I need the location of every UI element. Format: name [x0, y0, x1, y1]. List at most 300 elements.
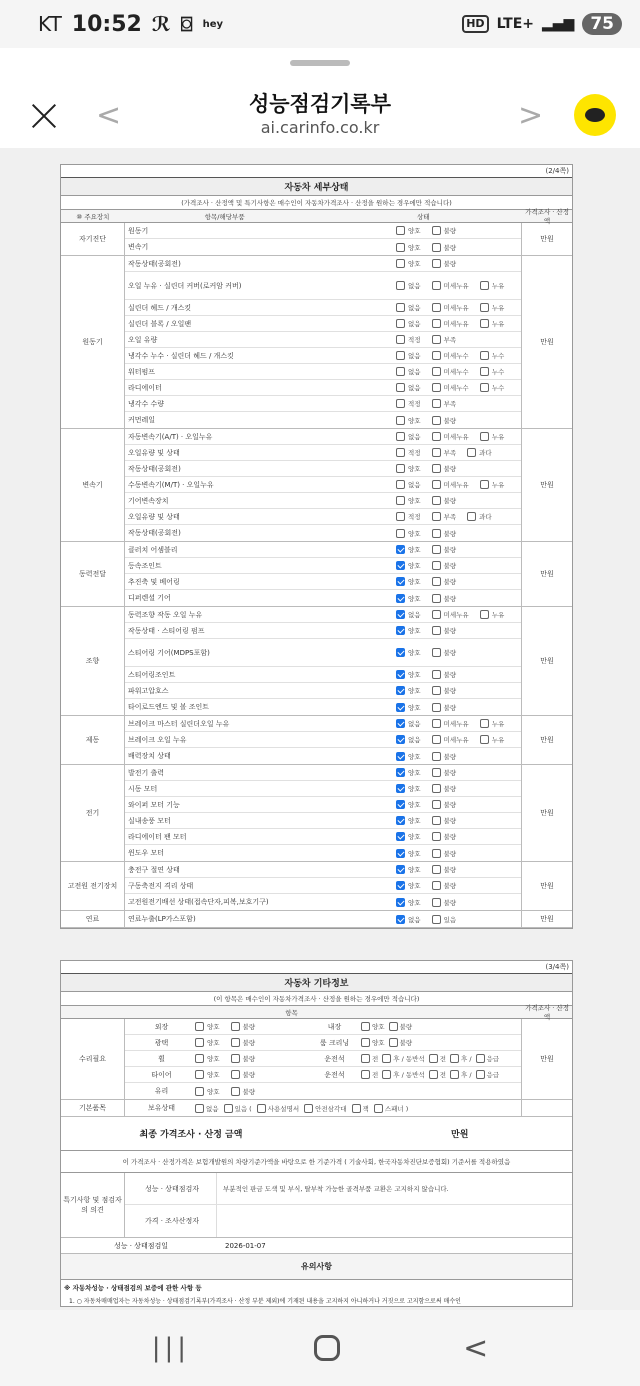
item-label: 오일 누유 · 실린더 커버(로커암 커버) — [128, 281, 242, 290]
category-label: 기본품목 — [61, 1100, 125, 1116]
table-row — [125, 223, 521, 239]
state-checkbox[interactable] — [396, 561, 405, 570]
state-options — [396, 686, 464, 695]
state-label: 양호 — [408, 260, 421, 268]
state-label: 미세누유 — [443, 304, 469, 312]
section-0 — [61, 223, 572, 256]
header-price: 가격조사 · 산정액 — [525, 208, 569, 225]
kakao-share-button[interactable] — [574, 94, 616, 136]
state-checkbox[interactable] — [396, 464, 405, 473]
table-row — [125, 590, 521, 606]
state-label: 후 / 동반석 — [393, 1071, 425, 1079]
state-checkbox[interactable] — [195, 1038, 204, 1047]
item-label: 기어변속장치 — [128, 496, 169, 505]
table-row — [125, 765, 521, 781]
state-checkbox[interactable] — [195, 1022, 204, 1031]
state-checkbox[interactable] — [432, 610, 441, 619]
item-label: 작동상태(공회전) — [128, 529, 181, 537]
state-checkbox[interactable] — [231, 1070, 240, 1079]
state-checkbox[interactable] — [432, 800, 441, 809]
category-label: 고전원 전기장치 — [61, 862, 125, 910]
final-price-row — [61, 1117, 572, 1151]
state-checkbox[interactable] — [396, 399, 405, 408]
state-checkbox[interactable] — [396, 432, 405, 441]
state-label: 안전삼각대 — [315, 1104, 347, 1113]
state-label: 불량 — [443, 769, 457, 777]
state-checkbox[interactable] — [480, 735, 489, 744]
state-checkbox[interactable] — [429, 1054, 438, 1063]
table-row — [125, 1100, 521, 1116]
state-checkbox[interactable] — [432, 816, 441, 825]
state-label: 양호 — [408, 465, 421, 473]
state-checkbox[interactable] — [432, 752, 441, 761]
state-checkbox[interactable] — [480, 432, 489, 441]
item-label: 브레이크 마스터 실린더오일 누유 — [128, 719, 230, 728]
item-label: 발전기 출력 — [128, 768, 165, 777]
state-checkbox[interactable] — [432, 849, 441, 858]
row-group — [125, 911, 522, 927]
item-label: 디퍼렌셜 기어 — [128, 594, 171, 602]
state-label: 양호 — [408, 849, 421, 858]
document-viewer[interactable] — [0, 148, 640, 1310]
state-checkbox[interactable] — [432, 735, 441, 744]
state-label: 적정 — [408, 400, 421, 408]
state-label: 누수 — [491, 384, 505, 392]
basic-items-section — [61, 1100, 572, 1117]
item-label: 원동기 — [128, 226, 149, 235]
state-label: 없음 — [408, 384, 421, 392]
table-row — [125, 316, 521, 332]
state-checkbox[interactable] — [361, 1022, 370, 1031]
price-value: 만원 — [540, 809, 554, 817]
state-checkbox[interactable] — [396, 670, 405, 679]
state-checkbox[interactable] — [432, 670, 441, 679]
state-options — [396, 561, 464, 570]
state-checkbox[interactable] — [432, 898, 441, 907]
table-row — [125, 1051, 521, 1067]
state-checkbox[interactable] — [396, 243, 405, 252]
sheet-subtitle: (이 항목은 매수인이 자동차가격조사 · 산정을 원하는 경우에만 적습니다) — [61, 992, 572, 1006]
state-checkbox[interactable] — [432, 865, 441, 874]
price-value: 만원 — [540, 338, 554, 346]
state-checkbox[interactable] — [396, 512, 405, 521]
state-checkbox[interactable] — [396, 626, 405, 635]
state-options — [195, 1087, 305, 1096]
state-label: 양호 — [408, 752, 421, 761]
state-options — [195, 1054, 305, 1063]
state-checkbox[interactable] — [432, 432, 441, 441]
row-group — [125, 542, 522, 606]
state-checkbox[interactable] — [396, 367, 405, 376]
state-checkbox[interactable] — [432, 832, 441, 841]
state-label: 미세누유 — [443, 736, 469, 744]
state-checkbox[interactable] — [432, 351, 441, 360]
recent-apps-icon[interactable]: ||| — [151, 1333, 191, 1363]
state-options — [195, 1038, 305, 1047]
state-options — [396, 881, 464, 890]
state-label: 누수 — [491, 368, 505, 376]
state-checkbox[interactable] — [476, 1070, 485, 1079]
category-label: 전기 — [61, 765, 125, 861]
state-checkbox[interactable] — [352, 1104, 361, 1113]
state-checkbox[interactable] — [432, 594, 441, 603]
state-label: 불량 — [443, 898, 457, 907]
state-checkbox[interactable] — [195, 1087, 204, 1096]
state-checkbox[interactable] — [396, 800, 405, 809]
state-label: 없음 — [408, 320, 421, 328]
state-checkbox[interactable] — [432, 703, 441, 712]
state-checkbox[interactable] — [396, 898, 405, 907]
state-checkbox[interactable] — [396, 545, 405, 554]
state-label: 양호 — [408, 497, 421, 505]
price-value: 만원 — [540, 570, 554, 578]
state-checkbox[interactable] — [396, 881, 405, 890]
state-checkbox[interactable] — [396, 259, 405, 268]
table-row — [125, 748, 521, 764]
table-row — [125, 239, 521, 255]
state-options — [396, 703, 464, 712]
state-checkbox[interactable] — [432, 686, 441, 695]
state-checkbox[interactable] — [432, 281, 441, 290]
state-checkbox[interactable] — [396, 281, 405, 290]
carrier-label: KT — [38, 12, 62, 36]
close-icon[interactable] — [28, 100, 60, 132]
item-label: 연료누출(LP가스포함) — [128, 915, 196, 923]
state-label: 없음 — [408, 433, 421, 441]
state-checkbox[interactable] — [480, 610, 489, 619]
state-checkbox[interactable] — [432, 367, 441, 376]
state-options — [396, 351, 512, 360]
state-label: 미세누유 — [443, 720, 469, 728]
state-checkbox[interactable] — [361, 1054, 370, 1063]
state-checkbox[interactable] — [396, 816, 405, 825]
item-label: 실내송풍 모터 — [128, 816, 171, 825]
state-label: 미세누유 — [443, 282, 469, 290]
state-label: 불량 — [242, 1071, 256, 1079]
section-8 — [61, 911, 572, 928]
state-label: 적정 — [408, 449, 421, 457]
state-label: 불량 — [242, 1055, 256, 1063]
state-checkbox[interactable] — [432, 784, 441, 793]
item-label: 스티어링 기어(MDPS포함) — [128, 648, 210, 657]
row-group — [125, 256, 522, 428]
state-checkbox[interactable] — [432, 243, 441, 252]
state-options — [396, 281, 512, 290]
notice-heading: ※ 자동차성능 · 상태점검의 보증에 관한 사항 등 — [64, 1284, 202, 1292]
header-item: 항목/해당부품 — [204, 212, 245, 221]
state-options — [396, 335, 464, 344]
state-checkbox[interactable] — [432, 881, 441, 890]
state-checkbox[interactable] — [396, 752, 405, 761]
table-row — [125, 412, 521, 428]
state-checkbox[interactable] — [195, 1054, 204, 1063]
category-label: 수리필요 — [61, 1019, 125, 1099]
price-value: 만원 — [540, 882, 554, 890]
state-checkbox[interactable] — [389, 1038, 398, 1047]
table-row — [125, 845, 521, 861]
state-checkbox[interactable] — [432, 496, 441, 505]
state-label: 누유 — [491, 304, 505, 312]
state-label: 불량 — [443, 243, 457, 252]
state-checkbox[interactable] — [432, 335, 441, 344]
state-checkbox[interactable] — [480, 319, 489, 328]
state-label: 부족 — [443, 336, 457, 344]
state-checkbox[interactable] — [429, 1070, 438, 1079]
home-icon[interactable] — [314, 1335, 340, 1361]
state-label: 불량 — [443, 703, 457, 712]
item-label: 고전원전기배선 상태(접속단자,피복,보호기구) — [128, 898, 269, 906]
header-main-device: ⑩ 주요장치 — [76, 212, 110, 221]
state-label: 양호 — [408, 594, 421, 603]
state-checkbox[interactable] — [396, 319, 405, 328]
state-label: 불량 — [443, 260, 457, 268]
state-checkbox[interactable] — [396, 383, 405, 392]
state-checkbox[interactable] — [374, 1104, 383, 1113]
state-checkbox[interactable] — [361, 1070, 370, 1079]
state-checkbox[interactable] — [396, 496, 405, 505]
item-label: 시동 모터 — [128, 784, 158, 793]
state-checkbox[interactable] — [231, 1038, 240, 1047]
state-options — [396, 480, 512, 489]
state-checkbox[interactable] — [432, 768, 441, 777]
detail-status-sheet — [60, 164, 573, 929]
item-label: 오일유량 및 상태 — [128, 448, 180, 457]
state-checkbox[interactable] — [396, 610, 405, 619]
state-label: 불량 — [443, 465, 457, 473]
state-checkbox[interactable] — [480, 351, 489, 360]
state-checkbox[interactable] — [396, 784, 405, 793]
state-checkbox[interactable] — [396, 832, 405, 841]
state-options — [396, 448, 500, 457]
state-checkbox[interactable] — [432, 448, 441, 457]
state-checkbox[interactable] — [480, 303, 489, 312]
section-5 — [61, 716, 572, 765]
state-checkbox[interactable] — [396, 351, 405, 360]
sheet-title: 자동차 기타정보 — [61, 973, 572, 992]
state-checkbox[interactable] — [396, 577, 405, 586]
signal-icon: ▂▄▆ — [542, 16, 575, 32]
state-options — [396, 768, 464, 777]
state-checkbox[interactable] — [467, 448, 476, 457]
state-checkbox[interactable] — [195, 1070, 204, 1079]
item-label: 수동변속기(M/T) · 오일누유 — [128, 480, 214, 489]
table-row — [125, 862, 521, 878]
state-checkbox[interactable] — [396, 448, 405, 457]
item-label: 타이어 — [151, 1070, 172, 1079]
state-label: 불량 — [443, 687, 457, 695]
state-label: 과다 — [479, 449, 492, 457]
item-label: 외장 — [154, 1022, 169, 1031]
state-checkbox[interactable] — [396, 849, 405, 858]
state-checkbox[interactable] — [432, 416, 441, 425]
state-options — [396, 243, 464, 252]
state-checkbox[interactable] — [432, 259, 441, 268]
table-row — [125, 272, 521, 300]
state-checkbox[interactable] — [476, 1054, 485, 1063]
state-label: 양호 — [408, 578, 421, 586]
item-label: 동력조향 작동 오일 누유 — [128, 610, 203, 619]
state-label: 양호 — [207, 1023, 220, 1031]
state-options — [396, 670, 464, 679]
table-row — [125, 1019, 521, 1035]
state-checkbox[interactable] — [432, 577, 441, 586]
table-row — [125, 607, 521, 623]
state-checkbox[interactable] — [396, 915, 405, 924]
state-checkbox[interactable] — [432, 226, 441, 235]
price-value: 만원 — [540, 481, 554, 489]
back-chevron-icon[interactable]: < — [96, 98, 122, 133]
state-checkbox[interactable] — [432, 399, 441, 408]
state-checkbox[interactable] — [396, 648, 405, 657]
state-checkbox[interactable] — [224, 1104, 233, 1113]
category-label: 동력전달 — [61, 542, 125, 606]
state-label: 양호 — [372, 1023, 385, 1031]
state-options — [396, 898, 464, 907]
state-checkbox[interactable] — [432, 464, 441, 473]
table-row — [125, 429, 521, 445]
state-checkbox[interactable] — [432, 626, 441, 635]
state-label: 전 — [372, 1071, 379, 1079]
item-label: 파워고압호스 — [128, 686, 169, 695]
state-label: 불량 — [443, 671, 457, 679]
table-row — [125, 348, 521, 364]
state-checkbox[interactable] — [231, 1022, 240, 1031]
state-label: 양호 — [207, 1071, 220, 1079]
state-checkbox[interactable] — [480, 480, 489, 489]
category-label: 변속기 — [61, 429, 125, 541]
state-checkbox[interactable] — [480, 281, 489, 290]
state-checkbox[interactable] — [480, 367, 489, 376]
table-row — [125, 667, 521, 683]
section-2 — [61, 429, 572, 542]
state-checkbox[interactable] — [257, 1104, 266, 1113]
table-row — [125, 542, 521, 558]
state-checkbox[interactable] — [432, 545, 441, 554]
state-checkbox[interactable] — [432, 529, 441, 538]
table-row — [125, 829, 521, 845]
table-row — [125, 256, 521, 272]
sheet-grabber[interactable] — [290, 60, 350, 66]
state-label: 양호 — [408, 529, 421, 538]
price-value: 만원 — [540, 235, 554, 243]
table-row — [125, 493, 521, 509]
price-cell — [522, 1100, 572, 1116]
table-row — [125, 894, 521, 910]
state-label: 양호 — [408, 243, 421, 252]
state-checkbox[interactable] — [396, 719, 405, 728]
section-1 — [61, 256, 572, 429]
state-label: 불량 — [443, 546, 457, 554]
state-checkbox[interactable] — [396, 735, 405, 744]
state-label: 양호 — [408, 882, 421, 890]
table-row — [125, 396, 521, 412]
table-row — [125, 332, 521, 348]
table-row — [125, 639, 521, 667]
state-checkbox[interactable] — [450, 1070, 459, 1079]
state-checkbox[interactable] — [432, 383, 441, 392]
item-label: 운전석 — [324, 1054, 345, 1063]
state-label: 양호 — [408, 546, 421, 554]
state-label: 없음 — [408, 720, 421, 728]
state-checkbox[interactable] — [231, 1087, 240, 1096]
state-checkbox[interactable] — [389, 1022, 398, 1031]
state-checkbox[interactable] — [480, 719, 489, 728]
state-checkbox[interactable] — [382, 1070, 391, 1079]
table-row — [125, 525, 521, 541]
state-checkbox[interactable] — [432, 512, 441, 521]
state-checkbox[interactable] — [396, 686, 405, 695]
forward-chevron-icon[interactable]: > — [518, 98, 544, 133]
table-row — [125, 1083, 521, 1099]
state-label: 불량 — [443, 416, 457, 425]
item-label: 워터펌프 — [128, 367, 156, 376]
hd-voice-icon: HD — [462, 15, 488, 33]
section-6 — [61, 765, 572, 862]
item-label: 운전석 — [324, 1070, 345, 1079]
state-label: 양호 — [408, 769, 421, 777]
row-group — [125, 716, 522, 764]
item-label: 추진축 및 베어링 — [128, 577, 180, 586]
state-options — [396, 648, 464, 657]
state-checkbox[interactable] — [396, 226, 405, 235]
state-checkbox[interactable] — [396, 865, 405, 874]
state-checkbox[interactable] — [432, 480, 441, 489]
back-icon[interactable]: < — [463, 1330, 489, 1366]
state-checkbox[interactable] — [480, 383, 489, 392]
state-checkbox[interactable] — [195, 1104, 204, 1113]
state-checkbox[interactable] — [396, 416, 405, 425]
state-checkbox[interactable] — [467, 512, 476, 521]
table-row — [125, 699, 521, 715]
sheet-title: 자동차 세부상태 — [61, 177, 572, 196]
state-checkbox[interactable] — [396, 529, 405, 538]
state-checkbox[interactable] — [231, 1054, 240, 1063]
state-checkbox[interactable] — [432, 719, 441, 728]
state-checkbox[interactable] — [396, 303, 405, 312]
table-row — [125, 1205, 572, 1237]
item-label: 보유상태 — [147, 1104, 176, 1112]
state-label: 미세누수 — [443, 368, 469, 376]
state-checkbox[interactable] — [396, 594, 405, 603]
state-checkbox[interactable] — [432, 319, 441, 328]
state-checkbox[interactable] — [396, 703, 405, 712]
state-checkbox[interactable] — [432, 648, 441, 657]
state-checkbox[interactable] — [396, 768, 405, 777]
state-options — [361, 1070, 501, 1079]
state-checkbox[interactable] — [432, 915, 441, 924]
state-checkbox[interactable] — [304, 1104, 313, 1113]
notice-item-1: 1. ○ 자동차매매업자는 자동차성능 · 상태점검기록부(가격조사 · 산정 부분 제외)에 기재된 내용을 고지하지 아니하거나 거짓으로 고지함으로써 매수인 — [69, 1298, 461, 1305]
page-number: (3/4쪽) — [545, 963, 569, 971]
table-row — [125, 781, 521, 797]
state-checkbox[interactable] — [361, 1038, 370, 1047]
state-options — [396, 735, 512, 744]
state-checkbox[interactable] — [432, 303, 441, 312]
item-label: 실린더 헤드 / 개스킷 — [128, 303, 192, 312]
state-checkbox[interactable] — [382, 1054, 391, 1063]
state-checkbox[interactable] — [396, 335, 405, 344]
state-label: 양호 — [408, 416, 421, 425]
item-label: 유리 — [154, 1087, 169, 1095]
state-label: 양호 — [408, 866, 421, 874]
state-checkbox[interactable] — [432, 561, 441, 570]
state-label: 양호 — [408, 817, 421, 825]
table-row — [125, 1035, 521, 1051]
state-options — [396, 832, 464, 841]
state-checkbox[interactable] — [396, 480, 405, 489]
table-header — [61, 1006, 572, 1019]
state-checkbox[interactable] — [450, 1054, 459, 1063]
